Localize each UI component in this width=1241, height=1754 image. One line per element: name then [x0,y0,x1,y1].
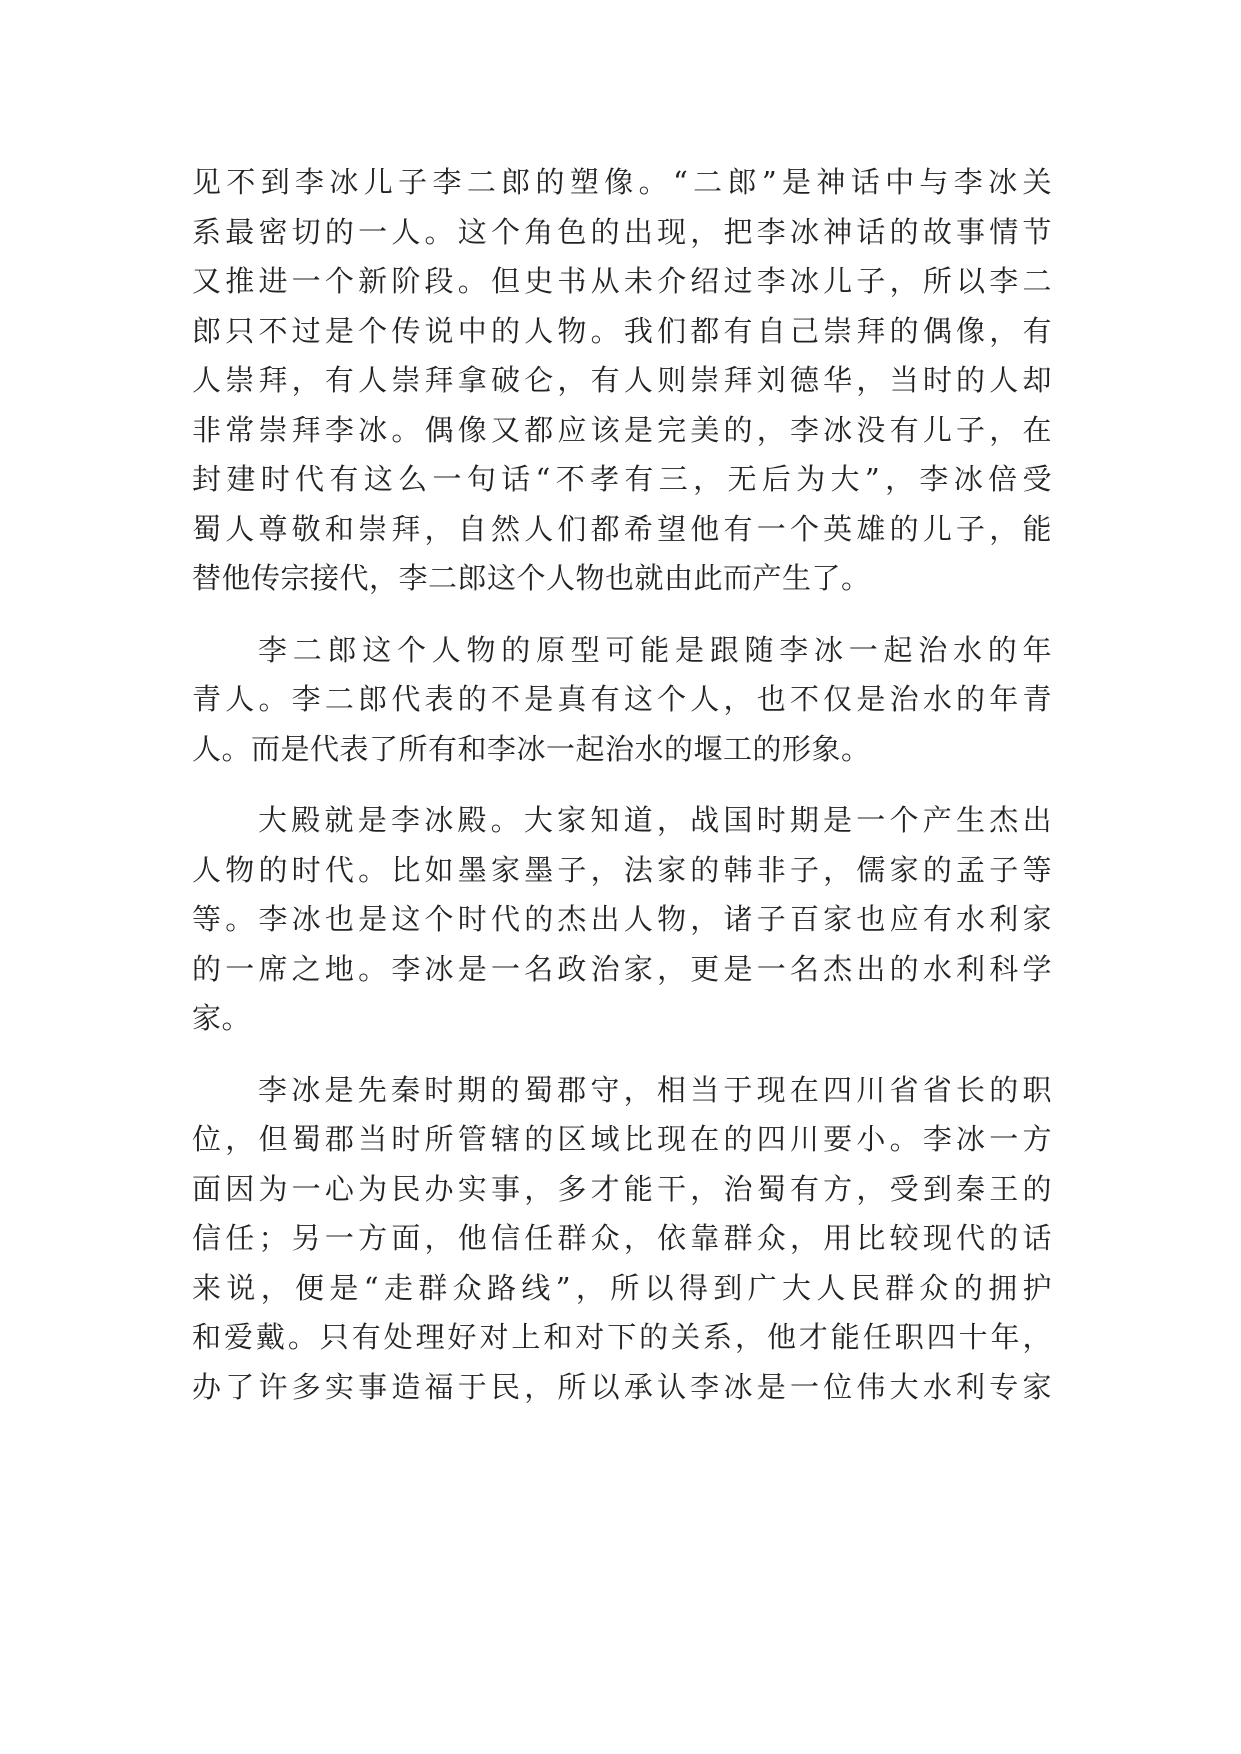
text-line: 李二郎这个人物的原型可能是跟随李冰一起治水的年 [258,632,1052,667]
text-line: 信任；另一方面，他信任群众，依靠群众，用比较现代的话 [192,1221,1052,1255]
text-line: 系最密切的一人。这个角色的出现，把李冰神话的故事情节 [192,214,1052,249]
paragraph-3 [192,796,1052,1044]
text-line: 位，但蜀郡当时所管辖的区域比现在的四川要小。李冰一方 [192,1122,1052,1156]
text-line: 替他传宗接代，李二郎这个人物也就由此而产生了。 [192,561,871,595]
text-line: 家。 [192,1001,252,1035]
text-line: 和爱戴。只有处理好对上和对下的关系，他才能任职四十年， [192,1320,1052,1354]
text-line: 人物的时代。比如墨家墨子，法家的韩非子，儒家的孟子等 [192,852,1052,887]
paragraph-spacer [192,604,1052,626]
paragraph-1 [192,158,1052,604]
text-line: 郎只不过是个传说中的人物。我们都有自己崇拜的偶像，有 [192,313,1052,348]
text-line: 见不到李冰儿子李二郎的塑像。“二郎”是神话中与李冰关 [192,165,1052,199]
paragraph-2 [192,626,1052,775]
text-line: 封建时代有这么一句话“不孝有三，无后为大”，李冰倍受 [192,462,1052,496]
text-line: 人崇拜，有人崇拜拿破仑，有人则崇拜刘德华，当时的人却 [192,363,1052,397]
text-line: 大殿就是李冰殿。大家知道，战国时期是一个产生杰出 [258,803,1052,837]
text-line: 等。李冰也是这个时代的杰出人物，诸子百家也应有水利家 [192,902,1052,936]
text-line: 青人。李二郎代表的不是真有这个人，也不仅是治水的年青 [192,682,1052,716]
document-body [192,158,1052,1412]
text-line: 蜀人尊敬和崇拜，自然人们都希望他有一个英雄的儿子，能 [192,511,1052,546]
text-line: 人。而是代表了所有和李冰一起治水的堰工的形象。 [192,731,871,766]
text-line: 面因为一心为民办实事，多才能干，治蜀有方，受到秦王的 [192,1171,1052,1206]
text-line: 来说，便是“走群众路线”，所以得到广大人民群众的拥护 [192,1270,1052,1305]
paragraph-spacer [192,1044,1052,1066]
text-line: 非常崇拜李冰。偶像又都应该是完美的，李冰没有儿子，在 [192,412,1052,447]
paragraph-spacer [192,774,1052,796]
text-line: 李冰是先秦时期的蜀郡守，相当于现在四川省省长的职 [258,1072,1052,1107]
text-line: 办了许多实事造福于民，所以承认李冰是一位伟大水利专家 [192,1369,1052,1404]
text-line: 又推进一个新阶段。但史书从未介绍过李冰儿子，所以李二 [192,264,1052,298]
paragraph-4 [192,1066,1052,1413]
text-line: 的一席之地。李冰是一名政治家，更是一名杰出的水利科学 [192,951,1052,986]
